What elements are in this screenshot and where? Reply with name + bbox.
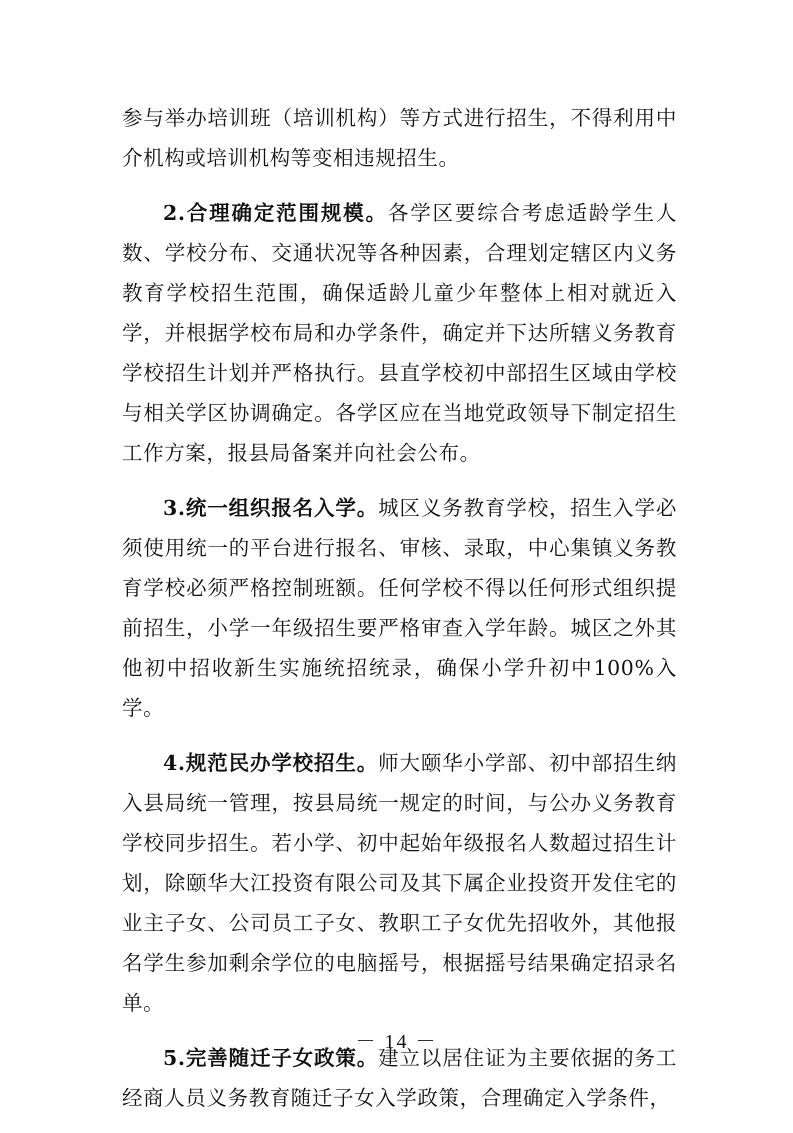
paragraph-scope-scale: [122, 193, 677, 473]
page-number: － 14 －: [355, 1031, 438, 1053]
paragraph-heading: 5.完善随迁子女政策。: [163, 1046, 379, 1070]
paragraph-text: 城区义务教育学校，招生入学必须使用统一的平台进行报名、审核、录取，中心集镇义务教育学校必须严格控制班额。任何学校不得以任何形式组织提前招生，小学一年级招生要严格审查入学年龄。城区之外其他初中招收新生实施统招统录，确保小学升初中100%入学。: [122, 496, 677, 720]
paragraph-text: 参与举办培训班（培训机构）等方式进行招生，不得利用中介机构或培训机构等变相违规招生。: [122, 106, 677, 170]
paragraph-heading: 2.合理确定范围规模。: [163, 201, 388, 225]
paragraph-heading: 3.统一组织报名入学。: [163, 496, 379, 520]
paragraph-text: 建立以居住证为主要依据的务工经商人员义务教育随迁子女入学政策，合理确定入学条件，: [122, 1046, 677, 1110]
paragraph-heading: 4.规范民办学校招生。: [163, 751, 379, 775]
paragraph-continuation: [122, 98, 677, 178]
paragraph-text: 各学区要综合考虑适龄学生人数、学校分布、交通状况等各种因素，合理划定辖区内义务教育学校招生范围，确保适龄儿童少年整体上相对就近入学，并根据学校布局和办学条件，确定并下达所辖义务教育学校招生计划并严格执行。县直学校初中部招生区域由学校与相关学区协调确定。各学区应在当地党政领导下制定招生工作方案，报县局备案并向社会公布。: [122, 201, 677, 465]
paragraph-text: 师大颐华小学部、初中部招生纳入县局统一管理，按县局统一规定的时间，与公办义务教育学校同步招生。若小学、初中起始年级报名人数超过招生计划，除颐华大江投资有限公司及其下属企业投资开发住宅的业主子女、公司员工子女、教职工子女优先招收外，其他报名学生参加剩余学位的电脑摇号，根据摇号结果确定招录名单。: [122, 751, 677, 1015]
paragraph-unified-enrollment: [122, 488, 677, 728]
document-body: [122, 98, 677, 1133]
paragraph-private-schools: [122, 743, 677, 1023]
